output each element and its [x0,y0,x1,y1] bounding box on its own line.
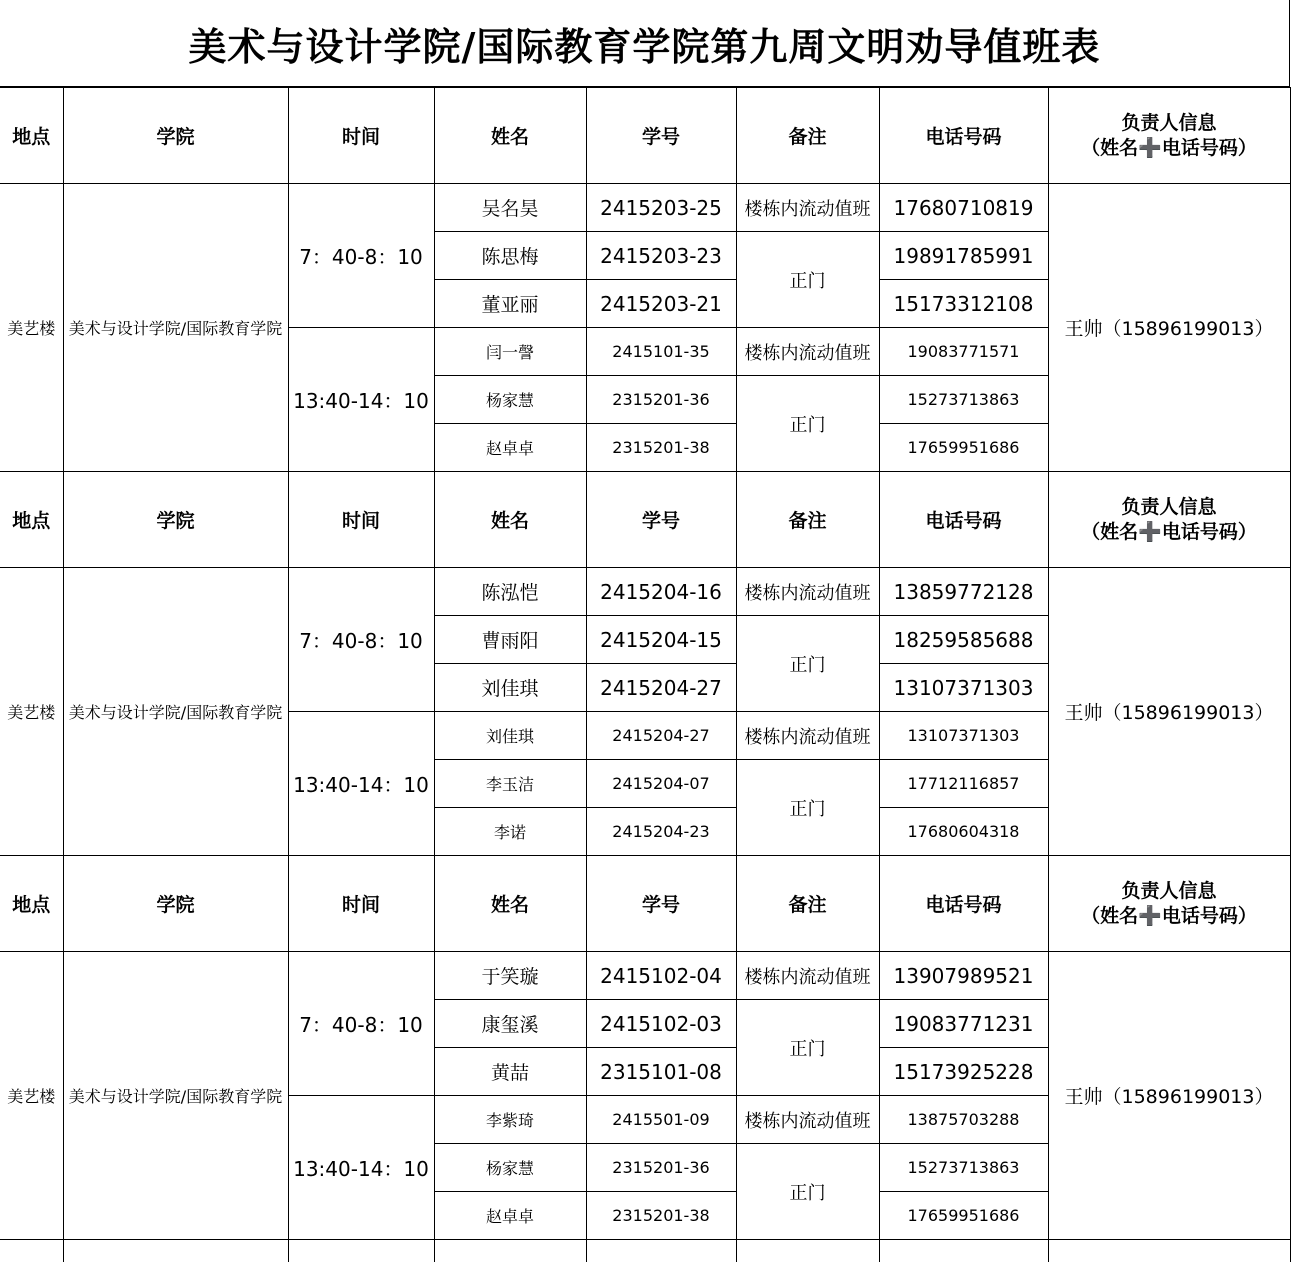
header-phone: 电话号码 [879,472,1048,568]
student-id-cell: 2415501-09 [586,1096,736,1144]
name-cell: 陈泓恺 [434,568,586,616]
student-id-cell: 2315201-38 [586,424,736,472]
header-remark: 备注 [736,472,879,568]
college-cell: 美术与设计学院/国际教育学院 [63,568,288,856]
empty-cell [0,1240,63,1263]
student-id-cell: 2315201-36 [586,376,736,424]
header-time: 时间 [288,88,434,184]
name-cell: 陈思梅 [434,232,586,280]
header-phone: 电话号码 [879,88,1048,184]
header-location: 地点 [0,856,63,952]
phone-cell: 15273713863 [879,1144,1048,1192]
header-name: 姓名 [434,472,586,568]
header-leader [1048,472,1290,568]
header-student-id: 学号 [586,856,736,952]
phone-cell: 19083771231 [879,1000,1048,1048]
phone-cell: 17659951686 [879,424,1048,472]
remark-cell: 正门 [736,616,879,712]
location-cell: 美艺楼 [0,952,63,1240]
phone-cell: 17712116857 [879,760,1048,808]
phone-cell: 17659951686 [879,1192,1048,1240]
remark-cell: 正门 [736,1000,879,1096]
student-id-cell: 2315101-08 [586,1048,736,1096]
header-college: 学院 [63,856,288,952]
header-college: 学院 [63,472,288,568]
header-row [0,856,1290,952]
name-cell: 曹雨阳 [434,616,586,664]
location-cell: 美艺楼 [0,184,63,472]
name-cell: 刘佳琪 [434,664,586,712]
phone-cell: 13859772128 [879,568,1048,616]
location-cell: 美艺楼 [0,568,63,856]
header-remark: 备注 [736,856,879,952]
name-cell: 董亚丽 [434,280,586,328]
time-cell: 7：40-8：10 [288,568,434,712]
remark-cell: 楼栋内流动值班 [736,568,879,616]
college-cell: 美术与设计学院/国际教育学院 [63,952,288,1240]
name-cell: 李紫琦 [434,1096,586,1144]
student-id-cell: 2415204-16 [586,568,736,616]
duty-table [0,87,1291,1262]
student-id-cell: 2315201-38 [586,1192,736,1240]
header-time: 时间 [288,472,434,568]
time-cell: 13:40-14：10 [288,328,434,472]
header-leader [1048,88,1290,184]
header-row [0,472,1290,568]
table-row [0,184,1290,232]
phone-cell: 13875703288 [879,1096,1048,1144]
student-id-cell: 2415204-07 [586,760,736,808]
header-remark: 备注 [736,88,879,184]
name-cell: 康玺溪 [434,1000,586,1048]
phone-cell: 19891785991 [879,232,1048,280]
empty-cell [736,1240,879,1263]
header-student-id: 学号 [586,88,736,184]
header-name: 姓名 [434,856,586,952]
header-college: 学院 [63,88,288,184]
header-student-id: 学号 [586,472,736,568]
phone-cell: 15173925228 [879,1048,1048,1096]
header-leader-line1: 负责人信息 [1121,495,1217,518]
student-id-cell: 2415203-23 [586,232,736,280]
empty-cell [434,1240,586,1263]
empty-cell [586,1240,736,1263]
student-id-cell: 2315201-36 [586,1144,736,1192]
empty-cell [63,1240,288,1263]
phone-cell: 18259585688 [879,616,1048,664]
name-cell: 刘佳琪 [434,712,586,760]
name-cell: 李诺 [434,808,586,856]
leader-cell: 王帅（15896199013） [1048,568,1290,856]
remark-cell: 楼栋内流动值班 [736,712,879,760]
time-cell: 7：40-8：10 [288,952,434,1096]
name-cell: 闫一謦 [434,328,586,376]
student-id-cell: 2415101-35 [586,328,736,376]
remark-cell: 正门 [736,760,879,856]
header-time: 时间 [288,856,434,952]
name-cell: 赵卓卓 [434,1192,586,1240]
empty-cell [288,1240,434,1263]
table-row [0,568,1290,616]
student-id-cell: 2415102-04 [586,952,736,1000]
college-cell: 美术与设计学院/国际教育学院 [63,184,288,472]
student-id-cell: 2415102-03 [586,1000,736,1048]
remark-cell: 正门 [736,232,879,328]
remark-cell: 楼栋内流动值班 [736,328,879,376]
remark-cell: 楼栋内流动值班 [736,952,879,1000]
name-cell: 杨家慧 [434,1144,586,1192]
student-id-cell: 2415203-25 [586,184,736,232]
name-cell: 吴名昊 [434,184,586,232]
student-id-cell: 2415204-15 [586,616,736,664]
header-row [0,88,1290,184]
phone-cell: 15273713863 [879,376,1048,424]
name-cell: 黄喆 [434,1048,586,1096]
name-cell: 杨家慧 [434,376,586,424]
header-leader-line1: 负责人信息 [1121,111,1217,134]
table-row [0,952,1290,1000]
phone-cell: 13107371303 [879,712,1048,760]
student-id-cell: 2415204-23 [586,808,736,856]
header-leader-line1: 负责人信息 [1121,879,1217,902]
time-cell: 13:40-14：10 [288,1096,434,1240]
header-phone: 电话号码 [879,856,1048,952]
header-location: 地点 [0,88,63,184]
phone-cell: 13107371303 [879,664,1048,712]
phone-cell: 19083771571 [879,328,1048,376]
leader-cell: 王帅（15896199013） [1048,184,1290,472]
header-leader-line2: （姓名➕电话号码） [1081,520,1257,543]
student-id-cell: 2415204-27 [586,664,736,712]
student-id-cell: 2415203-21 [586,280,736,328]
header-leader-line2: （姓名➕电话号码） [1081,904,1257,927]
name-cell: 于笑璇 [434,952,586,1000]
phone-cell: 17680604318 [879,808,1048,856]
empty-cell [1048,1240,1290,1263]
name-cell: 李玉洁 [434,760,586,808]
phone-cell: 15173312108 [879,280,1048,328]
phone-cell: 17680710819 [879,184,1048,232]
remark-cell: 楼栋内流动值班 [736,1096,879,1144]
header-leader [1048,856,1290,952]
time-cell: 7：40-8：10 [288,184,434,328]
remark-cell: 楼栋内流动值班 [736,184,879,232]
phone-cell: 13907989521 [879,952,1048,1000]
time-cell: 13:40-14：10 [288,712,434,856]
partial-row [0,1240,1290,1263]
remark-cell: 正门 [736,376,879,472]
header-name: 姓名 [434,88,586,184]
student-id-cell: 2415204-27 [586,712,736,760]
header-location: 地点 [0,472,63,568]
sheet-title: 美术与设计学院/国际教育学院第九周文明劝导值班表 [0,0,1290,87]
leader-cell: 王帅（15896199013） [1048,952,1290,1240]
header-leader-line2: （姓名➕电话号码） [1081,136,1257,159]
empty-cell [879,1240,1048,1263]
name-cell: 赵卓卓 [434,424,586,472]
remark-cell: 正门 [736,1144,879,1240]
